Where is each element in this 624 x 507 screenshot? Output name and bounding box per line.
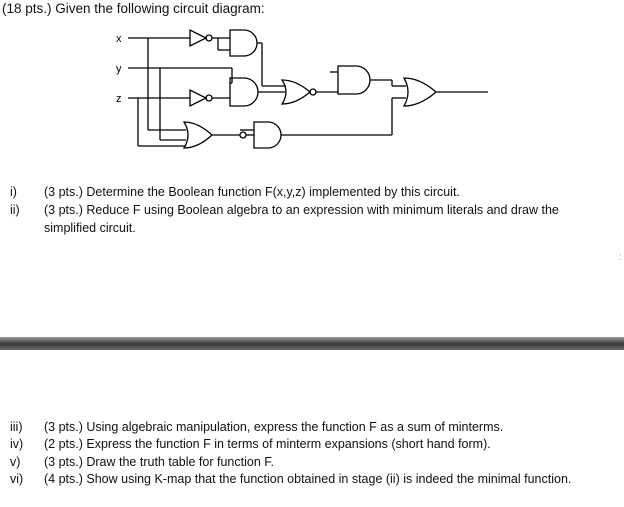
and-gate-top (230, 30, 257, 56)
input-label-x: x (116, 33, 122, 45)
not-gate-z (190, 90, 206, 106)
input-label-z: z (116, 93, 122, 105)
or-gate-bottom (184, 122, 212, 148)
and-gate-middle (230, 78, 258, 106)
or-gate-output (404, 78, 436, 106)
not-gate-x (190, 30, 206, 46)
and-gate-bottom (254, 122, 281, 148)
input-label-y: y (116, 63, 122, 75)
page-divider (0, 337, 624, 350)
or-gate-middle (282, 80, 310, 104)
problem-header: (18 pts.) Given the following circuit diagram: (2, 1, 265, 16)
and-gate-final (338, 66, 370, 94)
margin-mark: : (619, 252, 622, 263)
circuit-diagram (0, 18, 624, 168)
